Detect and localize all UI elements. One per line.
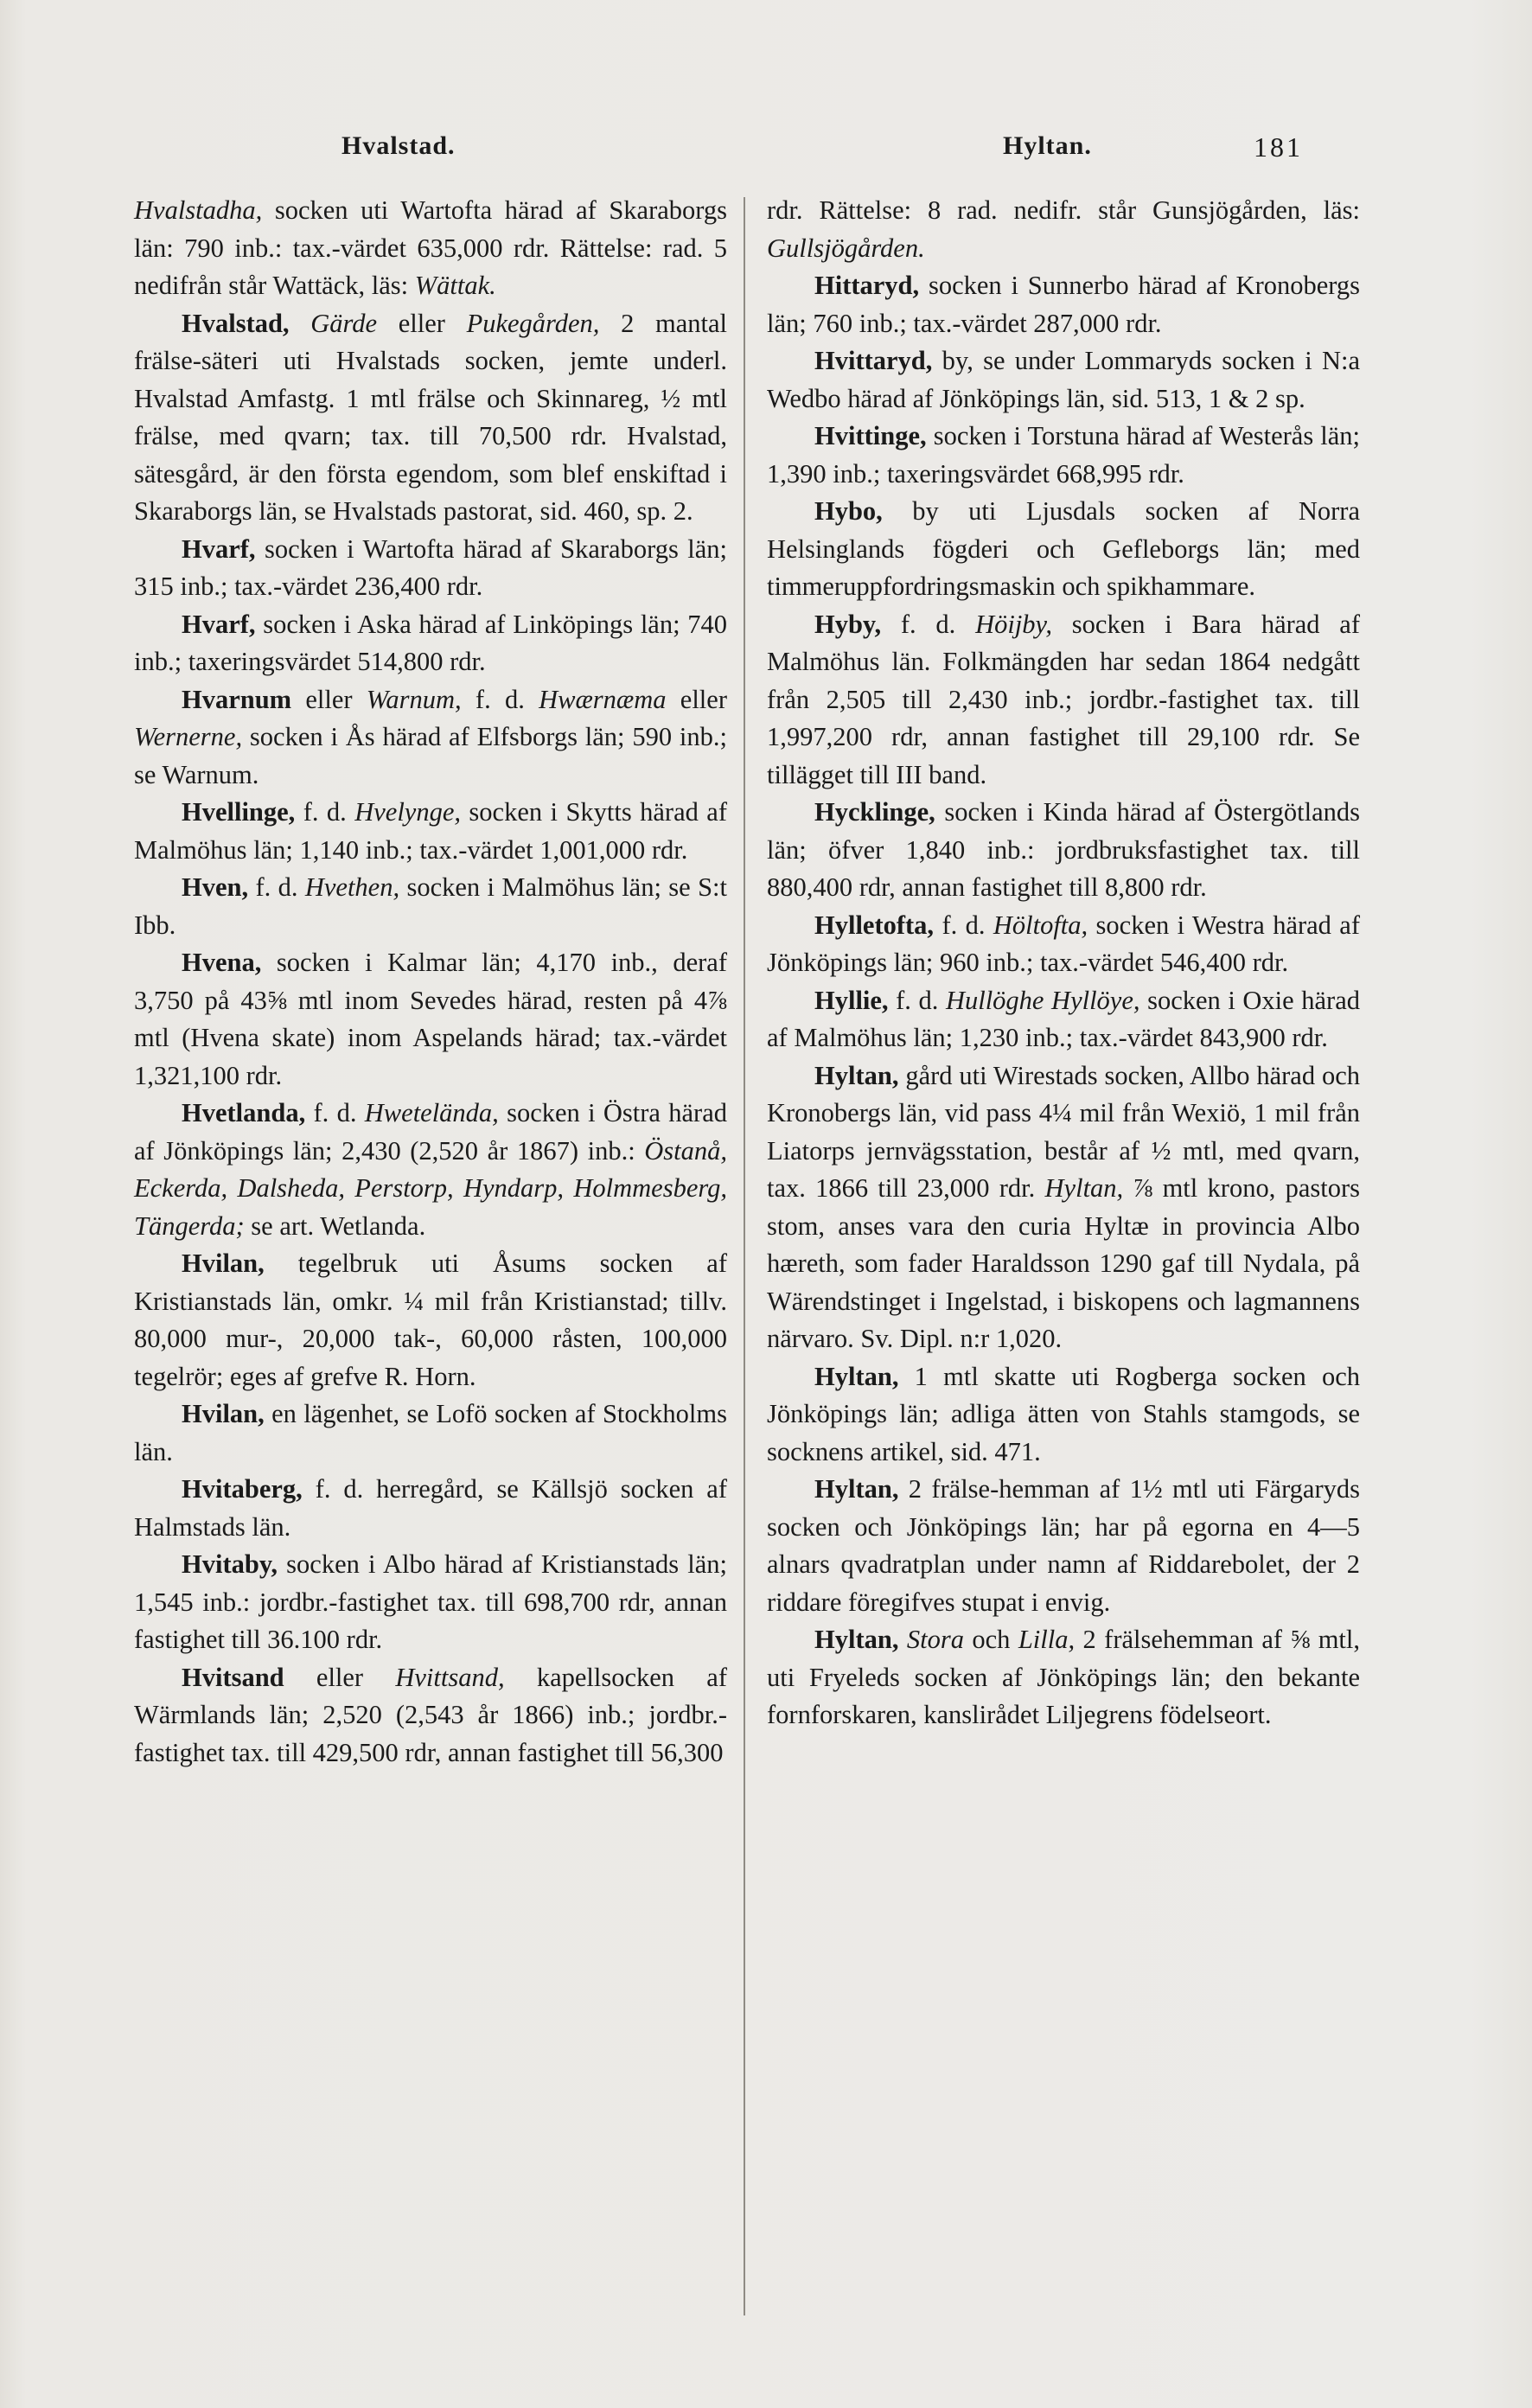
column-divider [744, 197, 745, 2315]
dictionary-entry [134, 192, 727, 305]
dictionary-entry [767, 606, 1360, 795]
entry-text: socken i Skytts härad af Malmöhus län; 1,140 inb.; tax.-värdet 1,001,000 rdr. [134, 797, 727, 865]
dictionary-entry [134, 1471, 727, 1546]
dictionary-entry [767, 794, 1360, 907]
entry-headword: Hyby, [814, 609, 882, 639]
entry-headword: Hittaryd, [814, 271, 920, 300]
dictionary-entry [134, 305, 727, 531]
dictionary-entry [767, 418, 1360, 493]
entry-text: f. d. [888, 985, 946, 1015]
page-number: 181 [1254, 131, 1303, 163]
entry-italic-text: Östanå, Eckerda, Dalsheda, Perstorp, Hyndarp, Holmmesberg, Tängerda; [134, 1135, 727, 1241]
running-head-right: Hyltan. [1003, 131, 1092, 160]
entry-text: eller [291, 684, 367, 714]
dictionary-entry [767, 1057, 1360, 1358]
entry-text: socken uti Wartofta härad af Skaraborgs län: 790 inb.: tax.-värdet 635,000 rdr. Rättelse: rad. 5 nedifrån står Wattäck, läs: [134, 195, 727, 300]
entry-headword: Hvittaryd, [814, 346, 933, 375]
entry-italic-text: Wernerne, [134, 722, 243, 751]
entry-text: by uti Ljusdals socken af Norra Helsinglands fögderi och Gefleborgs län; med timmeruppfordringsmaskin och spikhammare. [767, 496, 1360, 601]
entry-text: socken i Wartofta härad af Skaraborgs län; 315 inb.; tax.-värdet 236,400 rdr. [134, 533, 727, 601]
entry-headword: Hvarf, [182, 609, 256, 639]
dictionary-entry [767, 1358, 1360, 1472]
dictionary-entry [134, 1659, 727, 1772]
entry-italic-text: Hwetelända, [364, 1098, 499, 1127]
entry-text: f. d. [934, 910, 993, 940]
dictionary-entry [767, 192, 1360, 267]
entry-italic-text: Warnum, [366, 684, 462, 714]
entry-text: och [963, 1625, 1018, 1654]
entry-italic-text: Gullsjögården. [767, 233, 925, 263]
entry-text: f. d. [248, 872, 305, 902]
entry-text: eller [284, 1662, 396, 1692]
entry-italic-text: Höltofta, [993, 910, 1088, 940]
entry-text: socken i Aska härad af Linköpings län; 740 inb.; taxeringsvärdet 514,800 rdr. [134, 609, 727, 676]
entry-headword: Hycklinge, [814, 797, 935, 827]
entry-text: socken i Malmöhus län; se S:t Ibb. [134, 872, 727, 940]
entry-headword: Hvena, [182, 948, 262, 977]
entry-text: en lägenhet, se Lofö socken af Stockholms län. [134, 1399, 727, 1466]
entry-italic-text: Hvethen, [304, 872, 400, 902]
dictionary-entry [134, 1245, 727, 1396]
dictionary-entry [134, 531, 727, 606]
dictionary-entry [134, 1546, 727, 1659]
entry-text: tegelbruk uti Åsums socken af Kristianstads län, omkr. ¼ mil från Kristianstad; tillv. 80,000 mur-, 20,000 tak-, 60,000 råsten, 100,000 tegelrör; eges af grefve R. Horn. [134, 1249, 727, 1391]
entry-italic-text: Hyltan, [1044, 1173, 1124, 1203]
entry-text: eller [377, 308, 467, 338]
entry-italic-text: Höijby, [975, 609, 1053, 639]
entry-text: 1 mtl skatte uti Rogberga socken och Jönköpings län; adliga ätten von Stahls stamgods, se socknens artikel, sid. 471. [767, 1361, 1360, 1466]
entry-headword: Hvarf, [182, 533, 256, 564]
dictionary-entry [134, 794, 727, 869]
entry-text: kapellsocken af Wärmlands län; 2,520 (2,543 år 1866) inb.; jordbr.-fastighet tax. till 429,500 rdr, annan fastighet till 56,300 [134, 1662, 727, 1767]
entry-headword: Hvarnum [182, 684, 292, 714]
entry-headword: Hyltan, [814, 1361, 899, 1391]
entry-text: socken i Albo härad af Kristianstads län; 1,545 inb.: jordbr.-fastighet tax. till 698,700 rdr, annan fastighet till 36.100 rdr. [134, 1549, 727, 1654]
entry-italic-text: Hvittsand, [395, 1662, 505, 1692]
entry-italic-text: Hvelynge, [354, 797, 462, 827]
entry-text: socken i Kinda härad af Östergötlands län; öfver 1,840 inb.: jordbruksfastighet tax. till 880,400 rdr, annan fastighet till 8,800 rdr. [767, 797, 1360, 902]
entry-text: socken i Ås härad af Elfsborgs län; 590 inb.; se Warnum. [134, 722, 727, 789]
entry-italic-text: Hullöghe Hyllöye, [945, 985, 1140, 1015]
entry-headword: Hvitaberg, [182, 1474, 303, 1504]
entry-italic-text: Stora [906, 1625, 964, 1654]
entry-headword: Hyltan, [814, 1060, 899, 1090]
entry-headword: Hybo, [814, 496, 883, 526]
dictionary-entry [767, 982, 1360, 1057]
entry-headword: Hvetlanda, [182, 1098, 306, 1127]
dictionary-entry [767, 493, 1360, 606]
entry-text: gård uti Wirestads socken, Allbo härad och Kronobergs län, vid pass 4¼ mil från Wexiö, 1 mil från Liatorps jernvägsstation, består af ½ mtl, med qvarn, tax. 1866 till 23,000 rdr. [767, 1060, 1360, 1203]
entry-text: f. d. herregård, se Källsjö socken af Halmstads län. [134, 1474, 727, 1542]
entry-text: socken i Westra härad af Jönköpings län; 960 inb.; tax.-värdet 546,400 rdr. [767, 910, 1360, 977]
entry-text: by, se under Lommaryds socken i N:a Wedbo härad af Jönköpings län, sid. 513, 1 & 2 sp. [767, 346, 1360, 413]
left-column [134, 192, 727, 1772]
dictionary-entry [134, 869, 727, 944]
entry-headword: Hyltan, [814, 1474, 899, 1504]
entry-italic-text: Pukegården, [466, 308, 600, 338]
entry-headword: Hvittinge, [814, 421, 927, 450]
entry-text: eller [666, 684, 727, 714]
entry-headword: Hyltan, [814, 1625, 899, 1654]
running-head-left: Hvalstad. [342, 131, 456, 160]
dictionary-entry [767, 267, 1360, 342]
entry-headword: Hven, [182, 872, 249, 902]
dictionary-entry [134, 681, 727, 795]
entry-italic-text: Gärde [310, 308, 378, 338]
entry-headword: Hvilan, [182, 1249, 265, 1278]
entry-italic-text: Lilla, [1018, 1625, 1076, 1654]
entry-headword: Hvalstad, [182, 308, 290, 338]
entry-text: 2 frälse-hemman af 1½ mtl uti Färgaryds socken och Jönköpings län; har på egorna en 4—5 alnars qvadratplan under namn af Riddarebolet, der 2 riddare föregifves stupat i envig. [767, 1474, 1360, 1617]
entry-text: rdr. Rättelse: 8 rad. nedifr. står Gunsjögården, läs: [767, 195, 1360, 225]
entry-text: 2 mantal frälse-säteri uti Hvalstads socken, jemte underl. Hvalstad Amfastg. 1 mtl frälse och Skinnareg, ½ mtl frälse, med qvarn; tax. till 70,500 rdr. Hvalstad, sätesgård, är den första egendom, som blef enskiftad i Skaraborgs län, se Hvalstads pastorat, sid. 460, sp. 2. [134, 308, 727, 526]
entry-text: f. d. [305, 1098, 365, 1127]
entry-text: socken i Bara härad af Malmöhus län. Folkmängden har sedan 1864 nedgått från 2,505 till 2,430 inb.; jordbr.-fastighet tax. till 1,997,200 rdr, annan fastighet till 29,100 rdr. Se tillägget till III band. [767, 609, 1360, 789]
entry-italic-text: Hwærnæma [539, 684, 667, 714]
entry-italic-text: Hvalstadha, [134, 195, 263, 225]
entry-text: f. d. [461, 684, 539, 714]
dictionary-entry [767, 342, 1360, 418]
entry-headword: Hvitaby, [182, 1549, 278, 1579]
entry-text: socken i Sunnerbo härad af Kronobergs län; 760 inb.; tax.-värdet 287,000 rdr. [767, 271, 1360, 338]
entry-headword: Hvilan, [182, 1399, 265, 1428]
dictionary-entry [134, 1095, 727, 1245]
entry-text: f. d. [295, 797, 355, 827]
entry-text: socken i Kalmar län; 4,170 inb., deraf 3,750 på 43⅝ mtl inom Sevedes härad, resten på 4⅞ mtl (Hvena skate) inom Aspelands härad; tax.-värdet 1,321,100 rdr. [134, 948, 727, 1090]
entry-text: socken i Östra härad af Jönköpings län; 2,430 (2,520 år 1867) inb.: [134, 1098, 727, 1166]
right-column [767, 192, 1360, 1734]
dictionary-entry [767, 1471, 1360, 1621]
entry-headword: Hvellinge, [182, 797, 296, 827]
entry-text: 2 frälsehemman af ⅝ mtl, uti Fryeleds socken af Jönköpings län; den bekante fornforskaren, kanslirådet Liljegrens födelseort. [767, 1625, 1361, 1729]
dictionary-entry [134, 1396, 727, 1471]
entry-italic-text: Wättak. [414, 271, 496, 300]
dictionary-entry [134, 944, 727, 1095]
entry-text: se art. Wetlanda. [244, 1210, 426, 1241]
entry-text: f. d. [881, 609, 976, 639]
dictionary-entry [767, 907, 1360, 982]
dictionary-entry [134, 606, 727, 681]
entry-text [290, 309, 311, 338]
entry-headword: Hylletofta, [814, 910, 935, 940]
entry-headword: Hyllie, [814, 985, 889, 1015]
entry-text: socken i Torstuna härad af Westerås län; 1,390 inb.; taxeringsvärdet 668,995 rdr. [767, 421, 1360, 489]
entry-text: socken i Oxie härad af Malmöhus län; 1,230 inb.; tax.-värdet 843,900 rdr. [767, 985, 1360, 1052]
entry-text [898, 1625, 906, 1654]
dictionary-entry [767, 1621, 1360, 1734]
entry-headword: Hvitsand [182, 1662, 284, 1692]
entry-text: ⅞ mtl krono, pastors stom, anses vara den curia Hyltæ in provincia Albo hæreth, som fader Haraldsson 1290 gaf till Nydala, på Wärendstinget i Ingelstad, i biskopens och lagmannens närvaro. Sv. Dipl. n:r 1,020. [767, 1173, 1360, 1353]
